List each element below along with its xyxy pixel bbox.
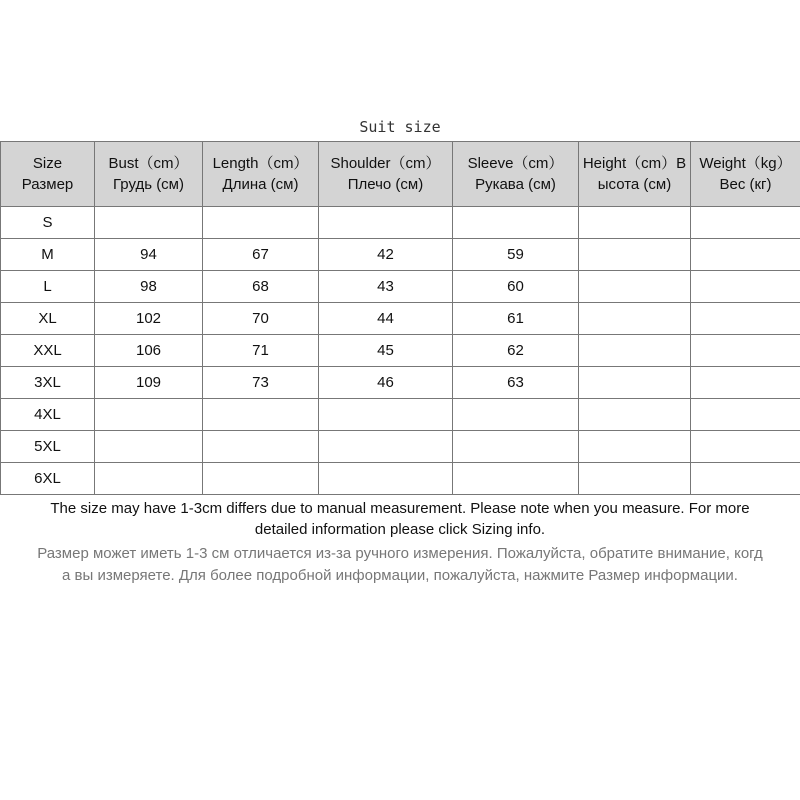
table-cell [579, 431, 691, 463]
size-label-cell: 4XL [1, 399, 95, 431]
table-cell [691, 207, 800, 239]
table-cell [579, 239, 691, 271]
table-cell [691, 335, 800, 367]
table-cell [95, 431, 203, 463]
note-english: The size may have 1-3cm differs due to manual measurement. Please note when you measure. For more detailed information please click Sizing info. [50, 500, 750, 538]
table-cell [579, 463, 691, 495]
table-row [1, 271, 800, 303]
table-cell: 98 [95, 271, 203, 303]
table-cell [203, 207, 319, 239]
table-row [1, 399, 800, 431]
table-cell [453, 207, 579, 239]
table-cell: 106 [95, 335, 203, 367]
table-cell [579, 399, 691, 431]
table-cell [691, 399, 800, 431]
table-cell [203, 431, 319, 463]
table-cell [319, 463, 453, 495]
table-cell: 70 [203, 303, 319, 335]
header-height: Height（cm）B ысота (см) [579, 142, 691, 207]
table-row [1, 367, 800, 399]
chart-title: Suit size [359, 118, 441, 136]
table-row [1, 207, 800, 239]
size-label-cell: S [1, 207, 95, 239]
table-cell [453, 399, 579, 431]
table-row [1, 431, 800, 463]
table-row [1, 335, 800, 367]
table-cell [95, 207, 203, 239]
table-cell [95, 399, 203, 431]
table-cell: 44 [319, 303, 453, 335]
table-cell [691, 239, 800, 271]
table-cell: 45 [319, 335, 453, 367]
table-cell [95, 463, 203, 495]
table-cell [453, 431, 579, 463]
table-cell [691, 303, 800, 335]
size-notes [0, 498, 800, 587]
size-label-cell: 6XL [1, 463, 95, 495]
table-cell [691, 367, 800, 399]
table-header-row [1, 142, 800, 207]
header-size: Size Размер [1, 142, 95, 207]
table-cell [579, 367, 691, 399]
header-sleeve: Sleeve（cm） Рукава (см) [453, 142, 579, 207]
table-cell: 61 [453, 303, 579, 335]
size-label-cell: XXL [1, 335, 95, 367]
table-cell [453, 463, 579, 495]
table-cell [579, 303, 691, 335]
size-label-cell: 5XL [1, 431, 95, 463]
table-cell: 67 [203, 239, 319, 271]
table-cell [579, 335, 691, 367]
table-cell: 71 [203, 335, 319, 367]
table-cell: 73 [203, 367, 319, 399]
table-cell: 62 [453, 335, 579, 367]
table-cell: 43 [319, 271, 453, 303]
size-label-cell: L [1, 271, 95, 303]
table-cell [203, 463, 319, 495]
table-cell [691, 463, 800, 495]
table-cell: 94 [95, 239, 203, 271]
table-cell [691, 431, 800, 463]
size-label-cell: M [1, 239, 95, 271]
table-cell [579, 271, 691, 303]
table-cell [691, 271, 800, 303]
table-cell [203, 399, 319, 431]
table-cell [319, 207, 453, 239]
header-shoulder: Shoulder（cm） Плечо (см) [319, 142, 453, 207]
table-row [1, 239, 800, 271]
header-weight: Weight（kg） Вес (кг) [691, 142, 800, 207]
table-cell [319, 399, 453, 431]
note-russian: Размер может иметь 1-3 см отличается из-за ручного измерения. Пожалуйста, обратите внимание, когд а вы измеряете. Для более подробной информации, пожалуйста, нажмите Размер информации. [37, 545, 763, 584]
size-table [0, 141, 800, 495]
size-label-cell: XL [1, 303, 95, 335]
table-cell: 109 [95, 367, 203, 399]
header-bust: Bust（cm） Грудь (см) [95, 142, 203, 207]
table-cell: 60 [453, 271, 579, 303]
header-length: Length（cm） Длина (см) [203, 142, 319, 207]
table-cell [319, 431, 453, 463]
table-cell: 42 [319, 239, 453, 271]
table-row [1, 463, 800, 495]
table-cell [579, 207, 691, 239]
table-cell: 102 [95, 303, 203, 335]
table-body [1, 207, 800, 495]
table-cell: 59 [453, 239, 579, 271]
table-cell: 46 [319, 367, 453, 399]
table-row [1, 303, 800, 335]
table-cell: 63 [453, 367, 579, 399]
table-cell: 68 [203, 271, 319, 303]
size-label-cell: 3XL [1, 367, 95, 399]
